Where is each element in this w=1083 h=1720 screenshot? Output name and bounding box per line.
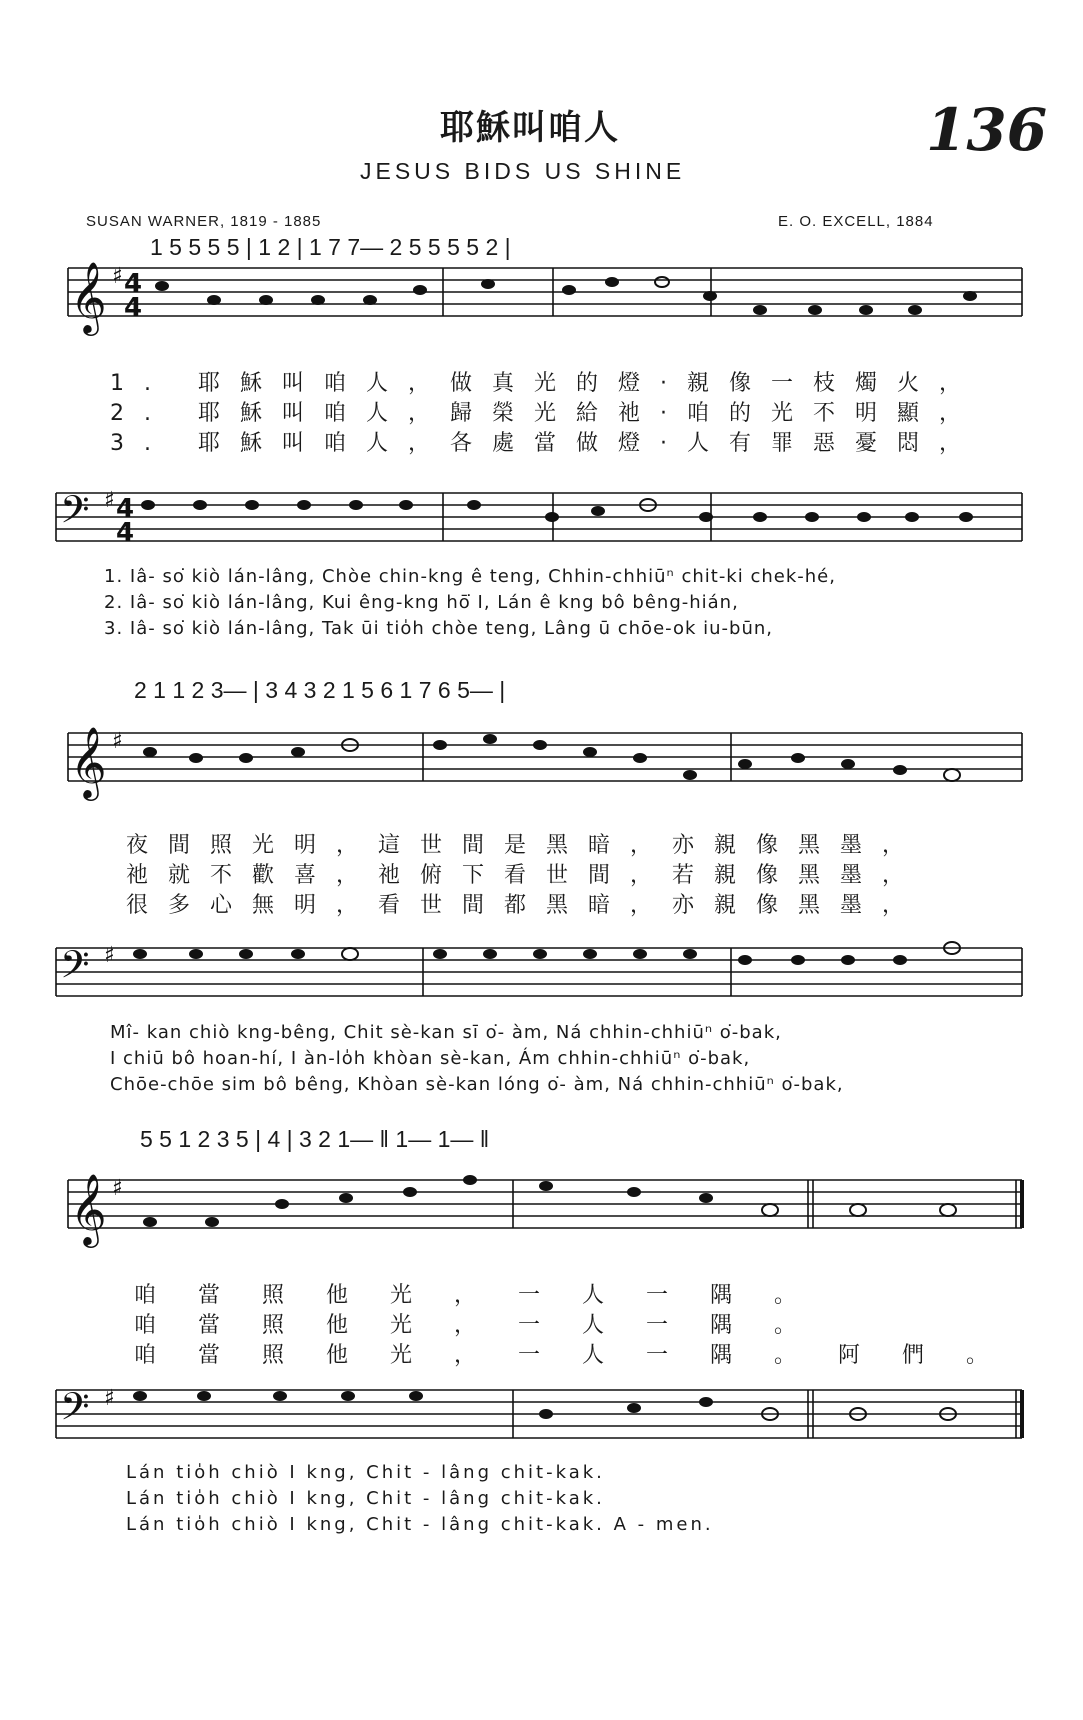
sharp-icon: ♯ xyxy=(112,1176,123,1201)
verse-3-chinese: 3. 耶穌叫咱人，各處當做燈·人有罪惡憂悶， xyxy=(110,431,981,456)
bass-clef-icon: 𝄢 xyxy=(60,487,90,541)
verse-1-chinese: 夜間照光明，這世間是黑暗，亦親像黑墨， xyxy=(126,833,925,858)
treble-staff-system-2 xyxy=(68,733,1022,781)
verse-1-romanized: 1. Iâ- so͘ kiò lán-lâng, Chòe chin-kng ê teng, Chhin-chhiūⁿ chit-ki chek-hé, xyxy=(104,566,836,587)
composer-credit: E. O. EXCELL, 1884 xyxy=(778,213,934,230)
sharp-icon: ♯ xyxy=(112,264,123,289)
verse-2-chinese: 咱當照他光，一人一隅。 xyxy=(134,1313,839,1338)
numbered-notation-line: 2 1 1 2 3— | 3 4 3 2 1 5 6 1 7 6 5— | xyxy=(134,677,506,703)
verse-2-chinese: 2. 耶穌叫咱人，歸榮光給祂·咱的光不明顯， xyxy=(110,401,981,426)
sharp-icon: ♯ xyxy=(112,729,123,754)
hymn-number: 136 xyxy=(926,96,1048,164)
verse-3-romanized: 3. Iâ- so͘ kiò lán-lâng, Tak ūi tio̍h chòe teng, Lâng ū chōe-ok iu-būn, xyxy=(104,618,774,639)
bass-clef-icon: 𝄢 xyxy=(60,1384,90,1438)
treble-clef-icon: 𝄞 xyxy=(70,725,107,798)
verse-2-chinese: 祂就不歡喜，祂俯下看世間，若親像黑墨， xyxy=(126,863,925,888)
treble-clef-icon: 𝄞 xyxy=(70,1172,107,1245)
hymn-title-chinese: 耶穌叫咱人 xyxy=(440,108,620,148)
verse-3-chinese: 很多心無明，看世間都黑暗，亦親像黑墨， xyxy=(126,893,925,918)
lyricist-credit: SUSAN WARNER, 1819 - 1885 xyxy=(86,213,322,230)
treble-staff-system-1 xyxy=(68,268,1022,316)
time-signature-icon: 4 xyxy=(124,269,143,299)
verse-2-romanized: Lán tio̍h chiò I kng, Chit - lâng chit-kak. xyxy=(126,1488,605,1509)
svg-text:4: 4 xyxy=(116,518,135,548)
sharp-icon: ♯ xyxy=(104,943,115,968)
verse-1-romanized: Mî- kan chiò kng-bêng, Chit sè-kan sī o͘- àm, Ná chhin-chhiūⁿ o͘-bak, xyxy=(110,1022,782,1043)
numbered-notation-line: 1 5 5 5 5 | 1 2 | 1 7 7— 2 5 5 5 5 2 | xyxy=(150,234,511,260)
verse-1-chinese: 1. 耶穌叫咱人，做真光的燈·親像一枝燭火， xyxy=(110,371,981,396)
svg-text:4: 4 xyxy=(124,293,143,323)
treble-clef-icon: 𝄞 xyxy=(70,260,107,333)
bass-clef-icon: 𝄢 xyxy=(60,942,90,996)
verse-3-chinese: 咱當照他光，一人一隅。阿們。 xyxy=(134,1343,1031,1368)
verse-1-romanized: Lán tio̍h chiò I kng, Chit - lâng chit-kak. xyxy=(126,1462,605,1483)
sharp-icon: ♯ xyxy=(104,1386,115,1411)
verse-3-romanized: Chōe-chōe sim bô bêng, Khòan sè-kan lóng o͘- àm, Ná chhin-chhiūⁿ o͘-bak, xyxy=(110,1074,844,1095)
verse-2-romanized: I chiū bô hoan-hí, I àn-lo̍h khòan sè-kan, Ám chhin-chhiūⁿ o͘-bak, xyxy=(110,1048,751,1069)
time-signature-icon: 4 xyxy=(116,494,135,524)
verse-3-romanized: Lán tio̍h chiò I kng, Chit - lâng chit-kak. A - men. xyxy=(126,1514,714,1535)
numbered-notation-line: 5 5 1 2 3 5 | 4 | 3 2 1— ‖ 1— 1— ‖ xyxy=(140,1126,490,1152)
verse-2-romanized: 2. Iâ- so͘ kiò lán-lâng, Kui êng-kng hō͘ I, Lán ê kng bô bêng-hián, xyxy=(104,592,739,613)
verse-1-chinese: 咱當照他光，一人一隅。 xyxy=(134,1283,839,1308)
hymn-title-english: JESUS BIDS US SHINE xyxy=(360,158,686,184)
sharp-icon: ♯ xyxy=(104,488,115,513)
